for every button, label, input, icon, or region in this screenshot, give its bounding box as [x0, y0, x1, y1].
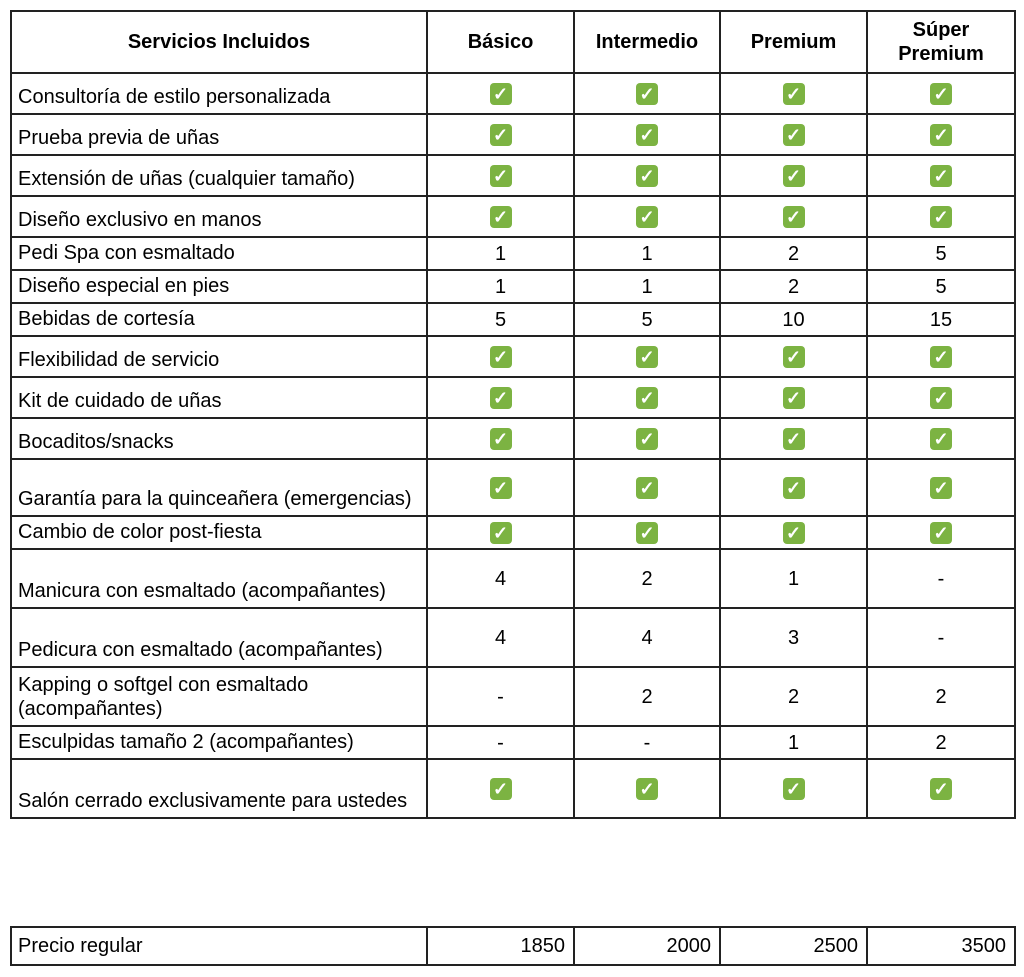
check-icon: ✓	[490, 387, 512, 409]
cell-basico: -	[427, 726, 574, 759]
check-icon: ✓	[930, 206, 952, 228]
service-name: Prueba previa de uñas	[11, 114, 427, 155]
cell-intermedio	[574, 155, 720, 196]
header-row	[11, 11, 1015, 73]
table-row	[11, 726, 1015, 759]
cell-intermedio: 2	[574, 549, 720, 608]
table-row	[11, 237, 1015, 270]
cell-super-premium	[867, 196, 1015, 237]
service-name: Esculpidas tamaño 2 (acompañantes)	[11, 726, 427, 759]
cell-basico	[427, 418, 574, 459]
cell-super-premium	[867, 418, 1015, 459]
check-icon: ✓	[636, 428, 658, 450]
cell-premium	[720, 418, 867, 459]
price-super-premium: 3500	[867, 927, 1015, 965]
cell-super-premium: 2	[867, 667, 1015, 726]
cell-intermedio: 4	[574, 608, 720, 667]
service-name: Pedi Spa con esmaltado	[11, 237, 427, 270]
cell-basico	[427, 377, 574, 418]
header-super-premium: Súper Premium	[867, 11, 1015, 73]
cell-premium: 2	[720, 270, 867, 303]
cell-intermedio	[574, 459, 720, 516]
cell-basico	[427, 336, 574, 377]
price-premium: 2500	[720, 927, 867, 965]
cell-basico: 1	[427, 237, 574, 270]
service-name: Extensión de uñas (cualquier tamaño)	[11, 155, 427, 196]
service-name: Diseño especial en pies	[11, 270, 427, 303]
check-icon: ✓	[636, 165, 658, 187]
price-table	[10, 926, 1016, 966]
service-name: Cambio de color post-fiesta	[11, 516, 427, 549]
services-table	[10, 10, 1016, 819]
check-icon: ✓	[636, 346, 658, 368]
check-icon: ✓	[783, 206, 805, 228]
table-row	[11, 114, 1015, 155]
header-premium: Premium	[720, 11, 867, 73]
header-services: Servicios Incluidos	[11, 11, 427, 73]
check-icon: ✓	[490, 165, 512, 187]
table-row	[11, 377, 1015, 418]
check-icon: ✓	[930, 522, 952, 544]
check-icon: ✓	[930, 346, 952, 368]
check-icon: ✓	[930, 124, 952, 146]
check-icon: ✓	[783, 124, 805, 146]
cell-basico: 1	[427, 270, 574, 303]
check-icon: ✓	[490, 477, 512, 499]
cell-basico	[427, 155, 574, 196]
cell-intermedio	[574, 759, 720, 818]
service-name: Bocaditos/snacks	[11, 418, 427, 459]
cell-basico	[427, 516, 574, 549]
cell-super-premium: -	[867, 549, 1015, 608]
cell-premium: 2	[720, 667, 867, 726]
table-row	[11, 155, 1015, 196]
cell-super-premium	[867, 155, 1015, 196]
service-name: Kit de cuidado de uñas	[11, 377, 427, 418]
cell-basico	[427, 114, 574, 155]
cell-premium	[720, 377, 867, 418]
cell-premium	[720, 459, 867, 516]
cell-super-premium	[867, 759, 1015, 818]
check-icon: ✓	[783, 778, 805, 800]
price-intermedio: 2000	[574, 927, 720, 965]
cell-basico: 4	[427, 608, 574, 667]
cell-premium	[720, 73, 867, 114]
check-icon: ✓	[783, 387, 805, 409]
cell-premium	[720, 516, 867, 549]
cell-super-premium: 5	[867, 270, 1015, 303]
service-name: Consultoría de estilo personalizada	[11, 73, 427, 114]
cell-super-premium	[867, 377, 1015, 418]
check-icon: ✓	[490, 124, 512, 146]
cell-basico	[427, 759, 574, 818]
price-row	[11, 927, 1015, 965]
header-intermedio: Intermedio	[574, 11, 720, 73]
cell-premium: 10	[720, 303, 867, 336]
table-row	[11, 303, 1015, 336]
table-row	[11, 196, 1015, 237]
service-name: Garantía para la quinceañera (emergencias)	[11, 459, 427, 516]
check-icon: ✓	[930, 477, 952, 499]
service-name: Manicura con esmaltado (acompañantes)	[11, 549, 427, 608]
table-row	[11, 516, 1015, 549]
service-name: Bebidas de cortesía	[11, 303, 427, 336]
check-icon: ✓	[490, 778, 512, 800]
cell-intermedio	[574, 516, 720, 549]
header-basico: Básico	[427, 11, 574, 73]
cell-super-premium	[867, 114, 1015, 155]
cell-super-premium	[867, 459, 1015, 516]
cell-super-premium: -	[867, 608, 1015, 667]
cell-premium	[720, 336, 867, 377]
check-icon: ✓	[930, 387, 952, 409]
check-icon: ✓	[783, 346, 805, 368]
check-icon: ✓	[783, 522, 805, 544]
check-icon: ✓	[783, 83, 805, 105]
check-icon: ✓	[930, 83, 952, 105]
check-icon: ✓	[636, 83, 658, 105]
check-icon: ✓	[783, 165, 805, 187]
cell-intermedio: -	[574, 726, 720, 759]
table-row	[11, 459, 1015, 516]
table-row	[11, 549, 1015, 608]
cell-premium: 1	[720, 726, 867, 759]
table-row	[11, 336, 1015, 377]
cell-premium	[720, 155, 867, 196]
check-icon: ✓	[930, 428, 952, 450]
check-icon: ✓	[636, 206, 658, 228]
cell-super-premium	[867, 73, 1015, 114]
cell-intermedio: 1	[574, 237, 720, 270]
cell-intermedio	[574, 114, 720, 155]
cell-intermedio	[574, 377, 720, 418]
service-name: Salón cerrado exclusivamente para ustedes	[11, 759, 427, 818]
check-icon: ✓	[490, 522, 512, 544]
cell-premium: 1	[720, 549, 867, 608]
table-row	[11, 73, 1015, 114]
cell-intermedio	[574, 336, 720, 377]
cell-super-premium: 15	[867, 303, 1015, 336]
cell-intermedio	[574, 196, 720, 237]
check-icon: ✓	[636, 522, 658, 544]
check-icon: ✓	[783, 477, 805, 499]
check-icon: ✓	[490, 346, 512, 368]
check-icon: ✓	[930, 165, 952, 187]
table-row	[11, 270, 1015, 303]
price-label: Precio regular	[11, 927, 427, 965]
cell-super-premium: 2	[867, 726, 1015, 759]
cell-intermedio: 2	[574, 667, 720, 726]
table-row	[11, 759, 1015, 818]
check-icon: ✓	[490, 206, 512, 228]
check-icon: ✓	[930, 778, 952, 800]
check-icon: ✓	[636, 477, 658, 499]
cell-basico	[427, 196, 574, 237]
service-name: Flexibilidad de servicio	[11, 336, 427, 377]
check-icon: ✓	[490, 83, 512, 105]
price-basico: 1850	[427, 927, 574, 965]
cell-intermedio	[574, 73, 720, 114]
service-name: Kapping o softgel con esmaltado (acompañantes)	[11, 667, 427, 726]
cell-intermedio: 1	[574, 270, 720, 303]
cell-intermedio	[574, 418, 720, 459]
cell-premium	[720, 114, 867, 155]
check-icon: ✓	[636, 778, 658, 800]
cell-super-premium	[867, 516, 1015, 549]
check-icon: ✓	[636, 124, 658, 146]
cell-basico	[427, 73, 574, 114]
cell-premium: 2	[720, 237, 867, 270]
check-icon: ✓	[490, 428, 512, 450]
service-name: Pedicura con esmaltado (acompañantes)	[11, 608, 427, 667]
cell-basico	[427, 459, 574, 516]
cell-super-premium: 5	[867, 237, 1015, 270]
cell-premium	[720, 196, 867, 237]
check-icon: ✓	[783, 428, 805, 450]
cell-basico: 5	[427, 303, 574, 336]
cell-basico: 4	[427, 549, 574, 608]
cell-premium	[720, 759, 867, 818]
cell-super-premium	[867, 336, 1015, 377]
check-icon: ✓	[636, 387, 658, 409]
cell-basico: -	[427, 667, 574, 726]
cell-premium: 3	[720, 608, 867, 667]
table-row	[11, 418, 1015, 459]
cell-intermedio: 5	[574, 303, 720, 336]
service-name: Diseño exclusivo en manos	[11, 196, 427, 237]
table-row	[11, 667, 1015, 726]
table-row	[11, 608, 1015, 667]
